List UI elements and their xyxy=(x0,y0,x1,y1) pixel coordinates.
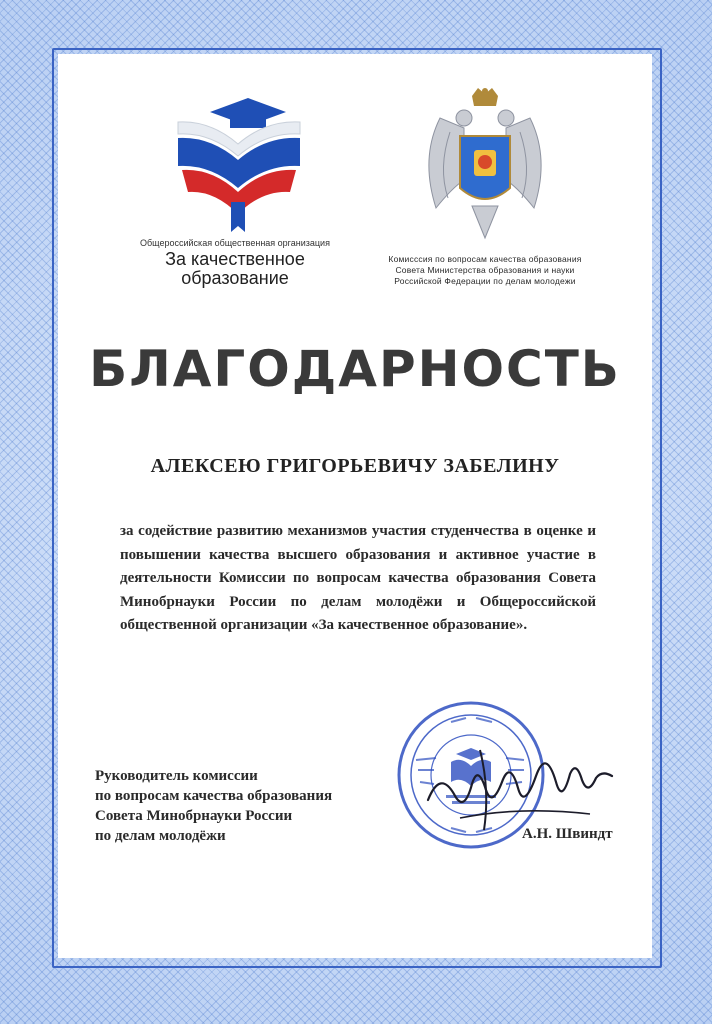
signatory-line: по вопросам качества образования xyxy=(95,788,333,804)
organization-logo xyxy=(110,92,360,292)
signatory-line: Руководитель комиссии xyxy=(95,768,258,784)
signatory-name: А.Н. Швиндт xyxy=(522,826,613,842)
acknowledgement-text: за содействие развитию механизмов участия студенчества в оценке и повышении качества высшего образования и активное участие в деятельности Комиссии по вопросам качества образования Совета Минобрнауки России по делам молодёжи и Общероссийской общественной организации «За качественное образование». xyxy=(120,523,596,633)
signatory-position xyxy=(95,766,395,846)
org-name-caption xyxy=(110,250,360,288)
commission-line2: Совета Министерства образования и науки xyxy=(395,265,575,275)
commission-emblem xyxy=(360,88,610,288)
recipient-name: АЛЕКСЕЮ ГРИГОРЬЕВИЧУ ЗАБЕЛИНУ xyxy=(150,455,560,477)
commission-line1: Комисссия по вопросам качества образования xyxy=(388,254,582,264)
org-name-line1: За качественное xyxy=(165,249,305,269)
signatory-line: по делам молодёжи xyxy=(95,828,226,844)
double-headed-eagle-icon xyxy=(360,88,610,248)
handwritten-signature xyxy=(420,730,620,840)
commission-line3: Российской Федерации по делам молодежи xyxy=(394,276,576,286)
certificate-title: БЛАГОДАРНОСТЬ xyxy=(89,340,621,398)
org-type-caption: Общероссийская общественная организация xyxy=(140,238,330,248)
book-flag-icon xyxy=(110,92,360,237)
commission-caption xyxy=(360,254,610,287)
org-name-line2: образование xyxy=(181,268,289,288)
signatory-line: Совета Минобрнауки России xyxy=(95,808,293,824)
